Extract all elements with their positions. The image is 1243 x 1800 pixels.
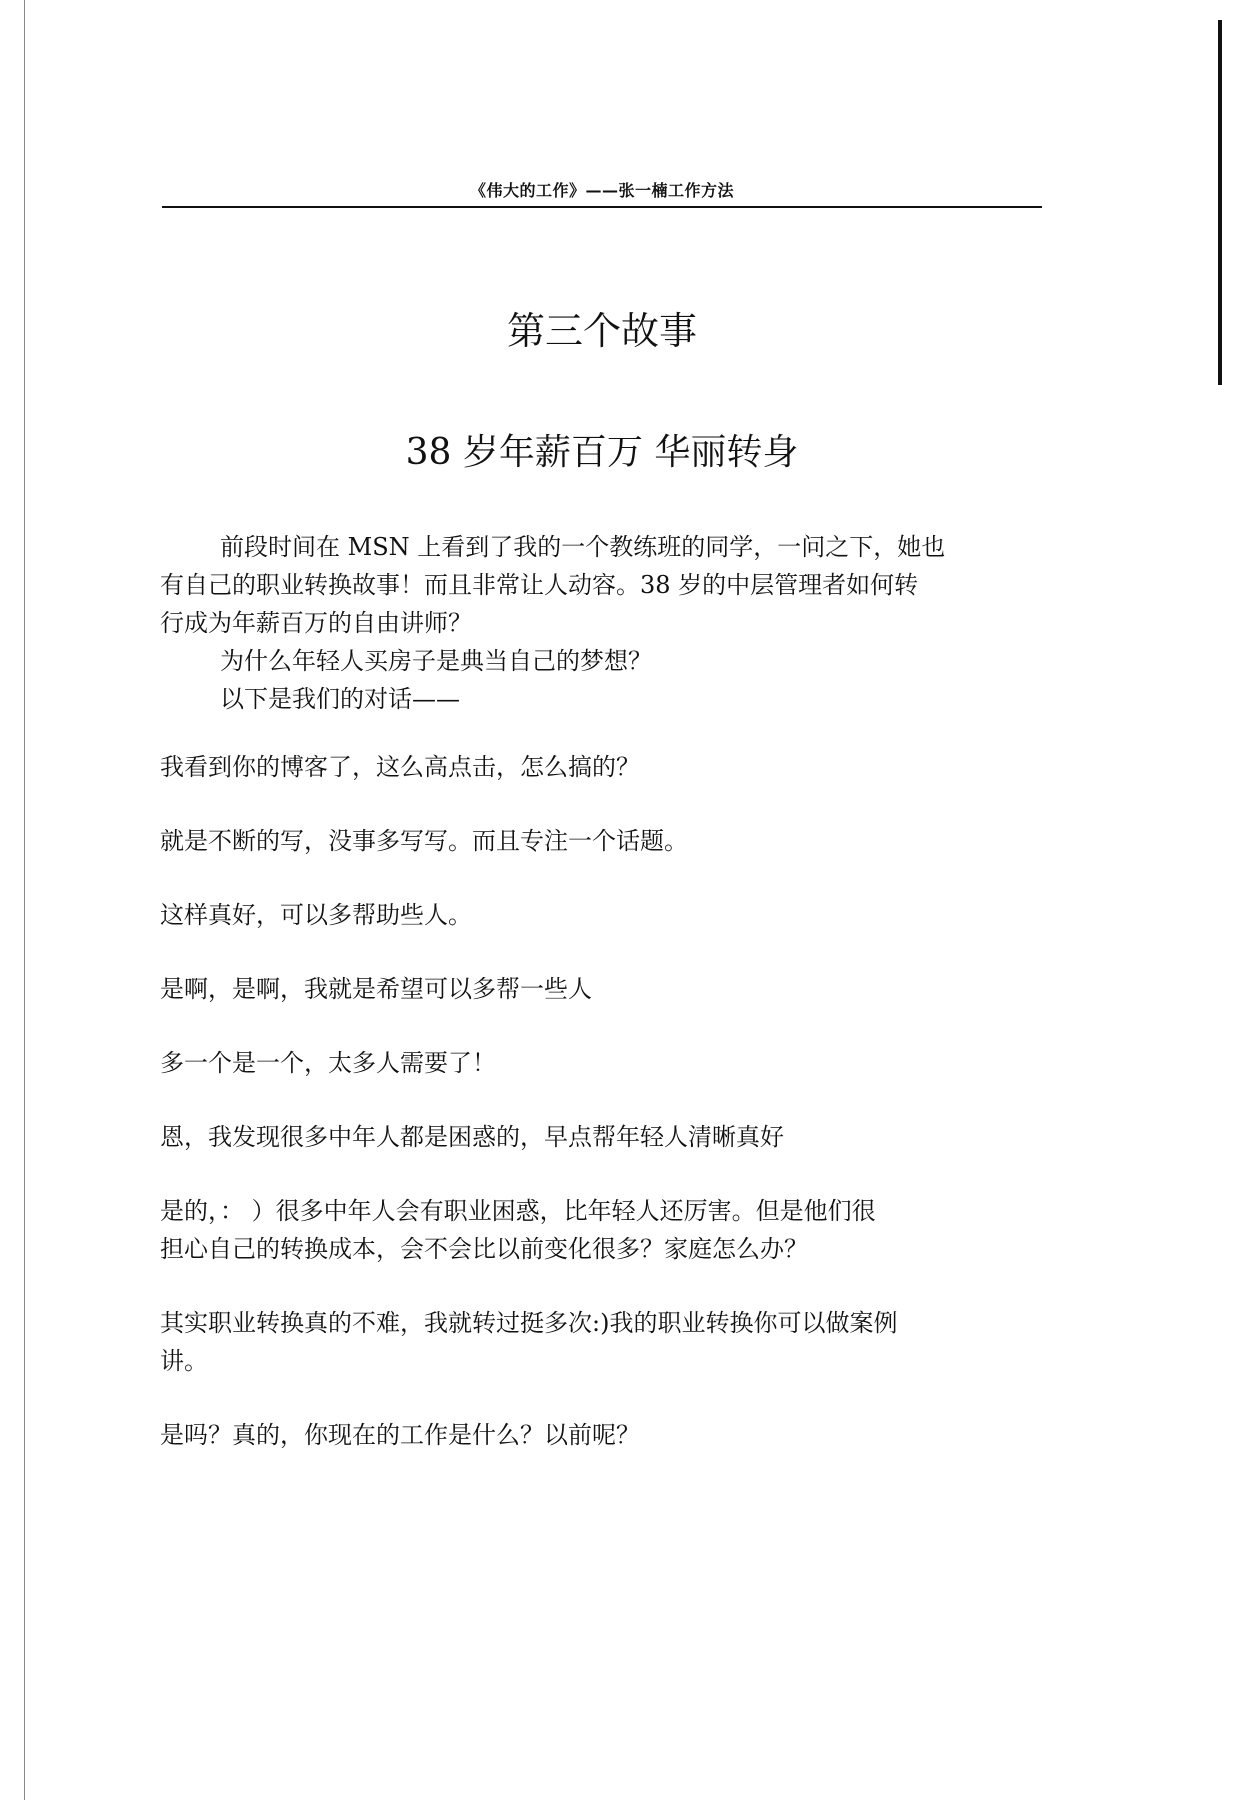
intro-paragraph-3: 以下是我们的对话—— <box>220 685 460 713</box>
dialogue-line-continued: 担心自己的转换成本，会不会比以前变化很多？家庭怎么办？ <box>160 1235 808 1263</box>
header-rule <box>162 206 1042 208</box>
dialogue-line: 就是不断的写，没事多写写。而且专注一个话题。 <box>160 827 688 855</box>
story-title: 38 岁年薪百万 华丽转身 <box>405 432 799 473</box>
dialogue-line: 是吗？真的，你现在的工作是什么？以前呢？ <box>160 1421 640 1449</box>
scan-edge-right <box>1218 20 1222 385</box>
dialogue-line: 是的，： ）很多中年人会有职业困惑，比年轻人还厉害。但是他们很 <box>160 1197 876 1225</box>
intro-paragraph-1-line-2: 有自己的职业转换故事！而且非常让人动容。38 岁的中层管理者如何转 <box>160 571 919 599</box>
dialogue-line: 是啊，是啊，我就是希望可以多帮一些人 <box>160 975 592 1003</box>
dialogue-line-continued: 讲。 <box>160 1347 208 1375</box>
running-header: 《伟大的工作》——张一楠工作方法 <box>469 181 734 200</box>
intro-paragraph-2: 为什么年轻人买房子是典当自己的梦想？ <box>220 647 652 675</box>
dialogue-line: 恩，我发现很多中年人都是困惑的，早点帮年轻人清晰真好 <box>160 1123 784 1151</box>
intro-paragraph-1-line-3: 行成为年薪百万的自由讲师？ <box>160 609 472 637</box>
scan-edge-left <box>24 0 25 1800</box>
chapter-title: 第三个故事 <box>506 309 697 353</box>
dialogue-line: 其实职业转换真的不难，我就转过挺多次:)我的职业转换你可以做案例 <box>160 1309 898 1337</box>
dialogue-line: 这样真好，可以多帮助些人。 <box>160 901 472 929</box>
dialogue-line: 多一个是一个，太多人需要了！ <box>160 1049 496 1077</box>
intro-paragraph-1-line-1: 前段时间在 MSN 上看到了我的一个教练班的同学，一问之下，她也 <box>220 533 946 561</box>
dialogue-line: 我看到你的博客了，这么高点击，怎么搞的？ <box>160 753 640 781</box>
